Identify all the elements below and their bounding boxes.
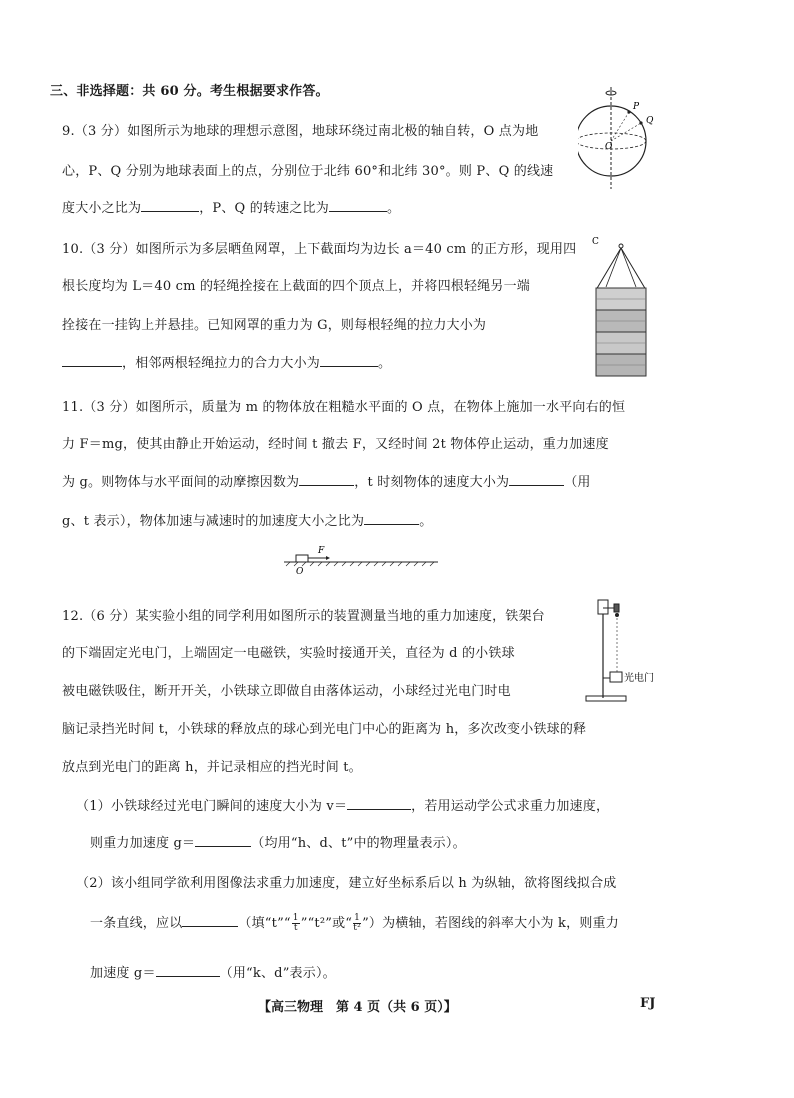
- q9-text: ，P、Q 的转速之比为: [199, 201, 329, 216]
- q12-text: ”）为横轴，若图线的斜率大小为 k，则重力: [362, 916, 619, 931]
- answer-blank-q11-1[interactable]: [299, 473, 354, 486]
- q10-line-4: [62, 352, 391, 371]
- label-c: C: [592, 237, 599, 247]
- label-o: O: [296, 567, 304, 577]
- answer-blank-q10-2[interactable]: [320, 354, 378, 367]
- earth-figure: [578, 85, 668, 200]
- label-o: O: [605, 142, 613, 152]
- q11-line-2: 力 F＝mg，使其由静止开始运动，经时间 t 撤去 F，又经时间 2t 物体停止运动，重力加速度: [62, 437, 609, 452]
- label-q: Q: [646, 116, 654, 126]
- fraction-1-over-t: [292, 914, 300, 933]
- q9-text: 。: [386, 201, 401, 216]
- q10-text: ，相邻两根轻绳拉力的合力大小为: [122, 356, 321, 371]
- q10-line-2: 根长度均为 L＝40 cm 的轻绳拴接在上截面的四个顶点上，并将四根轻绳另一端: [62, 279, 530, 294]
- fish-net-figure: [588, 232, 658, 382]
- q12-text: （1）小铁球经过光电门瞬间的速度大小为 v＝: [76, 799, 348, 814]
- q12-line-4: 脑记录挡光时间 t，小铁球的释放点的球心到光电门中心的距离为 h，多次改变小铁球的释: [62, 722, 587, 737]
- answer-blank-q12-g1[interactable]: [195, 834, 251, 847]
- q11-text: （用: [564, 475, 591, 490]
- q11-text: g、t 表示），物体加速与减速时的加速度大小之比为: [62, 514, 365, 529]
- answer-blank-q11-3[interactable]: [364, 512, 419, 525]
- answer-blank-q11-2[interactable]: [509, 473, 564, 486]
- apparatus-figure: [580, 598, 670, 703]
- frac-num: 1: [292, 913, 299, 923]
- frac-num: 1: [354, 913, 361, 923]
- q12-part-1-line-1: [76, 795, 609, 814]
- q9-text: 度大小之比为: [62, 201, 142, 216]
- fraction-1-over-t2: [353, 914, 361, 933]
- q10-line-1: 10.（3 分）如图所示为多层晒鱼网罩，上下截面均为边长 a＝40 cm 的正方形，现用四: [62, 242, 577, 257]
- q12-line-3: 被电磁铁吸住，断开开关，小铁球立即做自由落体运动，小球经过光电门时电: [62, 684, 511, 699]
- q12-text: ”“t²”或“: [300, 916, 353, 931]
- q12-text: （填“t”“: [238, 916, 291, 931]
- answer-blank-q12-axis[interactable]: [182, 914, 238, 927]
- q12-part-1-line-2: [90, 832, 466, 851]
- page-footer: 【高三物理 第 4 页（共 6 页）】: [258, 1000, 457, 1015]
- q12-part-2-line-2: [90, 912, 619, 933]
- q12-line-5: 放点到光电门的距离 h，并记录相应的挡光时间 t。: [62, 760, 362, 775]
- section-heading: 三、非选择题：共 60 分。考生根据要求作答。: [50, 84, 329, 99]
- q12-text: （用“k、d”表示）。: [219, 966, 336, 981]
- q10-text: 。: [378, 356, 392, 371]
- q12-text: ，若用运动学公式求重力加速度，: [411, 799, 610, 814]
- label-p: P: [633, 102, 640, 112]
- q11-line-4: [62, 510, 432, 529]
- q12-part-2-line-1: （2）该小组同学欲利用图像法求重力加速度，建立好坐标系后以 h 为纵轴，欲将图线拟合成: [76, 876, 617, 891]
- answer-blank-q10-1[interactable]: [62, 354, 122, 367]
- q11-text: 为 g。则物体与水平面间的动摩擦因数为: [62, 475, 300, 490]
- q12-line-1: 12.（6 分）某实验小组的同学利用如图所示的装置测量当地的重力加速度，铁架台: [62, 609, 545, 624]
- q10-line-3: 拴接在一挂钩上并悬挂。已知网罩的重力为 G，则每根轻绳的拉力大小为: [62, 318, 487, 333]
- q11-line-1: 11.（3 分）如图所示，质量为 m 的物体放在粗糙水平面的 O 点，在物体上施加一水平向右的恒: [62, 400, 626, 415]
- q11-text: ，t 时刻物体的速度大小为: [354, 475, 510, 490]
- frac-den: t: [293, 923, 298, 933]
- frac-den: t²: [353, 923, 361, 933]
- footer-code: FJ: [640, 996, 656, 1011]
- q11-text: 。: [419, 514, 433, 529]
- q12-text: （均用“h、d、t”中的物理量表示）。: [251, 836, 466, 851]
- answer-blank-q9-1[interactable]: [141, 199, 199, 212]
- q9-line-2: 心，P、Q 分别为地球表面上的点，分别位于北纬 60°和北纬 30°。则 P、Q 的线速: [62, 164, 554, 179]
- q12-line-2: 的下端固定光电门，上端固定一电磁铁，实验时接通开关，直径为 d 的小铁球: [62, 646, 515, 661]
- q9-line-3: [62, 197, 400, 216]
- answer-blank-q9-2[interactable]: [329, 199, 387, 212]
- block-figure: [282, 540, 442, 580]
- label-f: F: [318, 546, 325, 556]
- q9-line-1: 9.（3 分）如图所示为地球的理想示意图，地球环绕过南北极的轴自转，O 点为地: [62, 124, 539, 139]
- q11-line-3: [62, 471, 591, 490]
- answer-blank-q12-v[interactable]: [347, 797, 411, 810]
- label-photogate: 光电门: [624, 673, 654, 684]
- q12-text: 加速度 g＝: [90, 966, 156, 981]
- answer-blank-q12-g2[interactable]: [156, 964, 220, 977]
- q12-part-2-line-3: [90, 962, 336, 981]
- q12-text: 则重力加速度 g＝: [90, 836, 196, 851]
- q12-text: 一条直线，应以: [90, 916, 183, 931]
